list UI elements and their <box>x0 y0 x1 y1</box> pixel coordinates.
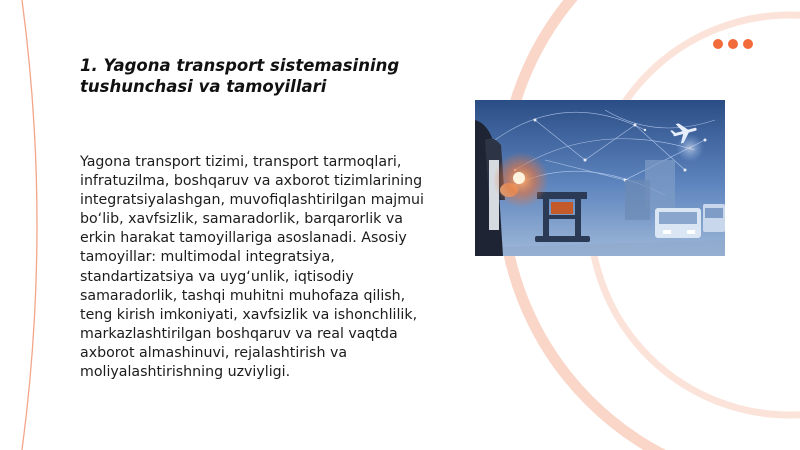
slide-title: 1. Yagona transport sistemasining tushunchasi va tamoyillari <box>80 56 400 96</box>
slide-body-text: Yagona transport tizimi, transport tarmoqlari, infratuzilma, boshqaruv va axborot tizimlarining integratsiyalashgan, muvofiqlashtirilgan majmui bo‘lib, xavfsizlik, samaradorlik, barqarorlik va erkin harakat tamoyillariga asoslanadi. Asosiy tamoyillar: multimodal integratsiya, standartizatsiya va uyg‘unlik, iqtisodiy samaradorlik, tashqi muhitni muhofaza qilish, teng kirish imkoniyati, xavfsizlik va ishonchlilik, markazlashtirilgan boshqaruv va real vaqtda axborot almashinuvi, rejalashtirish va moliyalashtirishning uzviyligi. <box>80 154 424 381</box>
logistics-network-photo <box>475 100 725 256</box>
decorative-dots <box>713 39 753 49</box>
dot-icon <box>728 39 738 49</box>
dot-icon <box>743 39 753 49</box>
left-thin-arc <box>22 0 37 450</box>
dot-icon <box>713 39 723 49</box>
